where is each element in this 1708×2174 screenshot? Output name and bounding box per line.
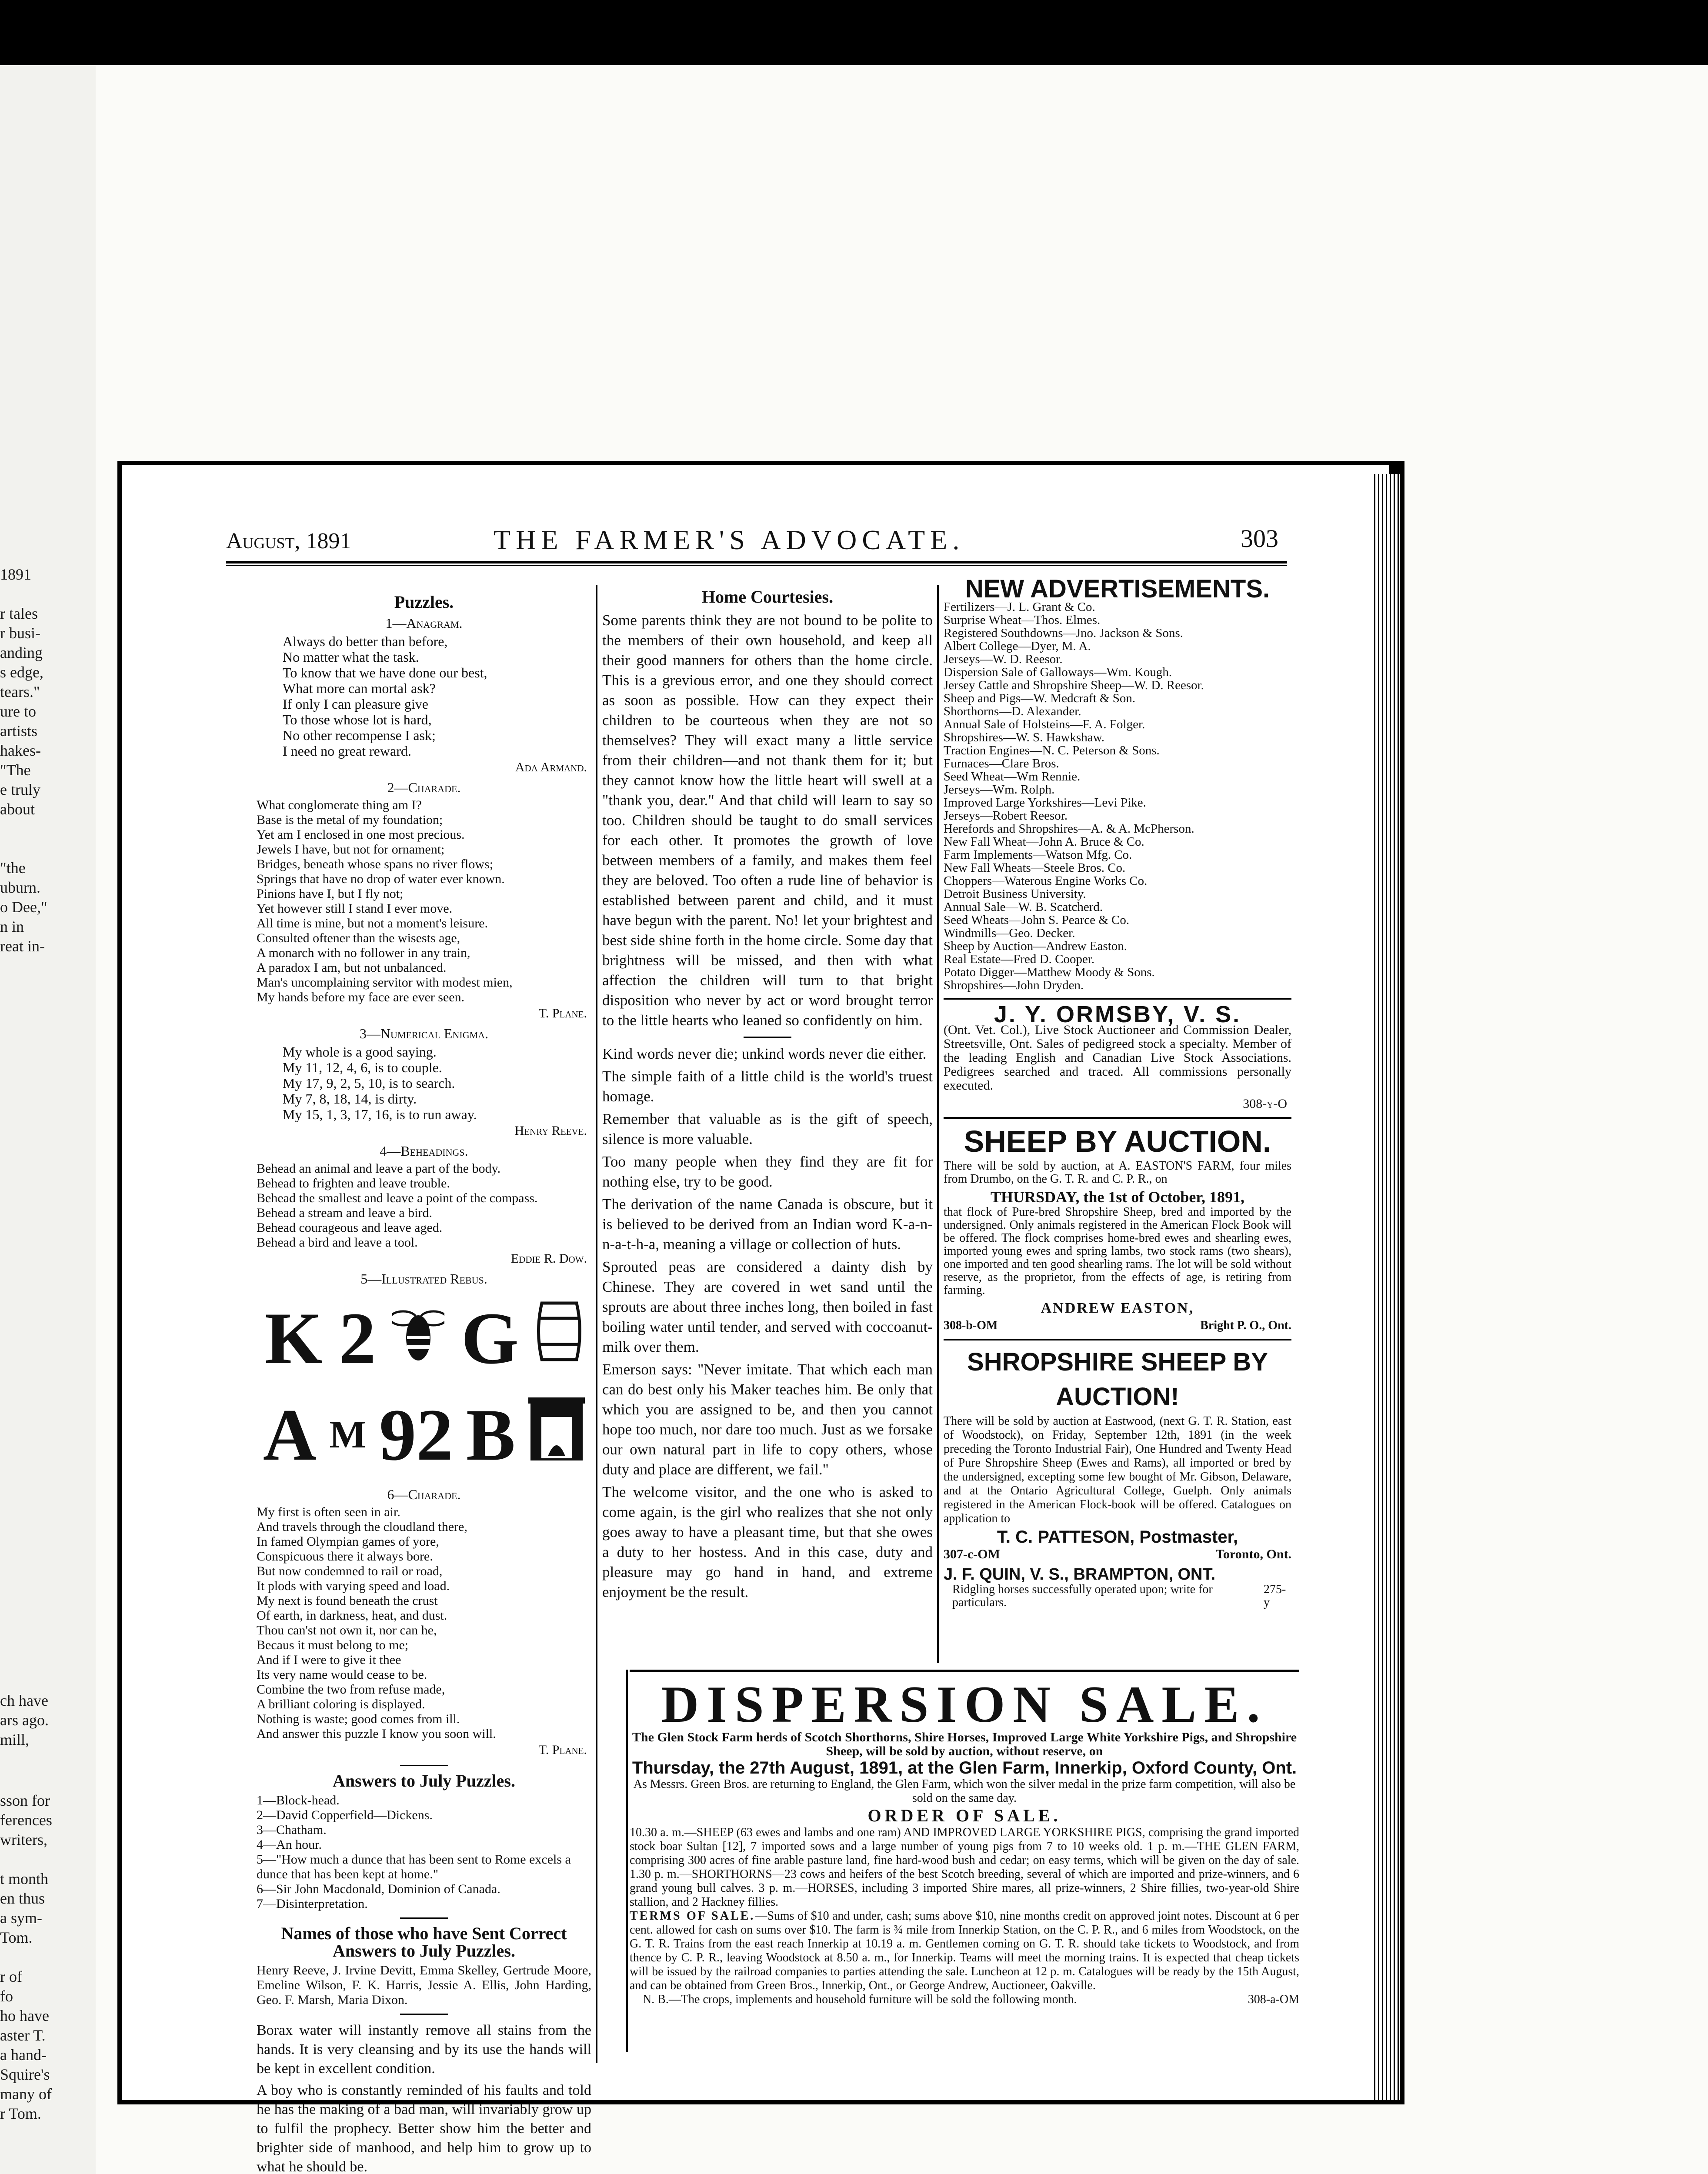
auction-signature: ANDREW EASTON, (1041, 1300, 1194, 1316)
rebus-glyph: A (263, 1394, 317, 1476)
ad-item: Jerseys—W. D. Reesor. (944, 652, 1063, 666)
names-text: Henry Reeve, J. Irvine Devitt, Emma Skelley, Gertrude Moore, Emeline Wilson, F. K. Harris, Jessie A. Ellis, John Harding, Geo. F. Marsh, Maria Dixon. (257, 1963, 591, 2007)
article-paragraph: The derivation of the name Canada is obscure, but it is believed to be derived from an Indian word K-a-n-n-a-t-h-a, meaning a village or collection of huts. (602, 1196, 933, 1253)
dispersion-top-rule (630, 1670, 1299, 1672)
puzzle-6-heading: 6—Charade. (387, 1487, 461, 1502)
puzzle-1-text: Always do better than before, No matter what the task. To know that we have done our best, What more can mortal ask? If only I can pleasure give To those whose lot is hard, No other recompense I ask; I need no great reward. (283, 634, 487, 759)
ad-item: Dispersion Sale of Galloways—Wm. Kough. (944, 665, 1172, 679)
column-divider (937, 585, 939, 1663)
dispersion-heading: DISPERSION SALE. (661, 1675, 1268, 1733)
left-page-text-fragment: about (0, 800, 35, 818)
left-page-text-fragment: ferences (0, 1811, 52, 1829)
left-page-text-fragment: e truly (0, 781, 40, 798)
ad-item: Sheep and Pigs—W. Medcraft & Son. (944, 691, 1136, 705)
puzzle-1-heading: 1—Anagram. (385, 615, 463, 631)
puzzle-3-heading: 3—Numerical Enigma. (359, 1026, 489, 1041)
quin-text: Ridgling horses successfully operated upon; write for particulars. (952, 1583, 1213, 1609)
divider (744, 1037, 791, 1038)
dispersion-note: As Messrs. Green Bros. are returning to England, the Glen Farm, which won the silver medal in the prize farm competition, will also be sold on the same day. (633, 1777, 1296, 1805)
terms-row (630, 1909, 1299, 1993)
ad-item: Seed Wheats—John S. Pearce & Co. (944, 913, 1130, 927)
page-number: 303 (1241, 524, 1278, 553)
quin-code: 275-y (1264, 1583, 1286, 1609)
article-paragraph: Sprouted peas are considered a dainty dish by Chinese. They are covered in wet sand until the sprouts are about three inches long, then boiled in fast boiling water until tender, and served with coccoanut-milk over them. (602, 1258, 933, 1355)
shropshire-footer (944, 1546, 1291, 1563)
divider (400, 2014, 448, 2015)
masthead-title: THE FARMER'S ADVOCATE. (494, 524, 965, 555)
ad-item: New Fall Wheats—Steele Bros. Co. (944, 861, 1126, 875)
divider (400, 1765, 448, 1766)
ad-item: Annual Sale—W. B. Scatcherd. (944, 900, 1103, 914)
borax-paragraph: Borax water will instantly remove all stains from the hands. It is very cleansing and by its use the hands will be kept in excellent condition. (257, 2022, 591, 2077)
puzzles-heading: Puzzles. (394, 592, 454, 612)
terms-heading: TERMS OF SALE. (630, 1909, 755, 1923)
rebus-glyph: M (329, 1413, 367, 1456)
dispersion-date: Thursday, the 27th August, 1891, at the Glen Farm, Innerkip, Oxford County, Ont. (632, 1758, 1297, 1777)
left-page-text-fragment: artists (0, 722, 37, 740)
header-date: August, 1891 (226, 529, 351, 554)
puzzle-4-text: Behead an animal and leave a part of the body. Behead to frighten and leave trouble. Behead the smallest and leave a point of the compass. Behead a stream and leave a bird. Behead courageous and leave aged. Behead a bird and leave a tool. (257, 1161, 538, 1250)
dispersion-intro: The Glen Stock Farm herds of Scotch Shorthorns, Shire Horses, Improved Large White Yorkshire Pigs, and Shropshire Sheep, will be sold by auction, without reserve, on (632, 1730, 1297, 1758)
ad-item: Sheep by Auction—Andrew Easton. (944, 939, 1128, 953)
left-page-text-fragment: t month (0, 1870, 49, 1887)
puzzle-3-author: Henry Reeve. (514, 1124, 587, 1138)
article-paragraph: Kind words never die; unkind words never die either. (602, 1045, 927, 1062)
puzzle-3-text: My whole is a good saying. My 11, 12, 4, 6, is to couple. My 17, 9, 2, 5, 10, is to search. My 7, 8, 18, 14, is dirty. My 15, 1, 3, 17, 16, is to run away. (283, 1044, 477, 1122)
quin-row (944, 1583, 1291, 1609)
shropshire-auction-heading: SHROPSHIRE SHEEP BY AUCTION! (967, 1348, 1268, 1411)
rebus-glyph: G (461, 1297, 519, 1379)
ad-item: Albert College—Dyer, M. A. (944, 639, 1091, 653)
rebus-glyph: B (466, 1394, 516, 1476)
ad-item: Improved Large Yorkshires—Levi Pike. (944, 796, 1146, 810)
ad-item: Jerseys—Robert Reesor. (944, 809, 1068, 823)
left-page-text-fragment: uburn. (0, 879, 40, 896)
new-ads-list (944, 600, 1291, 992)
left-page-text-fragment: n in (0, 918, 24, 935)
left-page-text-fragment: r Tom. (0, 2105, 41, 2122)
home-courtesies-heading: Home Courtesies. (701, 587, 834, 607)
left-page-text-fragment: ars ago. (0, 1711, 49, 1729)
left-page-text-fragment: tears." (0, 683, 40, 700)
rebus-glyph: 92 (379, 1394, 454, 1476)
dispersion-footer (630, 1993, 1299, 2007)
left-page-text-fragment: a sym- (0, 1909, 42, 1927)
shropshire-place: Toronto, Ont. (1215, 1547, 1291, 1561)
home-courtesies-column (602, 587, 933, 1605)
puzzle-2-text: What conglomerate thing am I? Base is the metal of my foundation; Yet am I enclosed in one most precious. Jewels I have, but not for ornament; Bridges, beneath whose spans no river flows; Springs that have no drop of water ever known. Pinions have I, but I fly not; Yet however still I stand I ever move. All time is mine, but not a moment's leisure. Consulted oftener than the wisests age, A monarch with no follower in any train, A paradox I am, but not unbalanced. Man's uncomplaining servitor with modest mien, My hands before my face are ever seen. (257, 798, 513, 1004)
ad-item: Registered Southdowns—Jno. Jackson & Sons. (944, 626, 1183, 640)
ad-item: Surprise Wheat—Thos. Elmes. (944, 613, 1101, 627)
left-page-text-fragment: reat in- (0, 937, 45, 955)
puzzle-1-author: Ada Armand. (515, 760, 587, 774)
auction-footer (944, 1317, 1291, 1334)
ad-item: Traction Engines—N. C. Peterson & Sons. (944, 744, 1160, 757)
new-ads-heading: NEW ADVERTISEMENTS. (965, 575, 1270, 603)
ad-item: Detroit Business University. (944, 887, 1086, 901)
left-page-text-fragment: aster T. (0, 2027, 46, 2044)
left-page-text-fragment: "The (0, 761, 31, 779)
ad-item: Shropshires—W. S. Hawkshaw. (944, 730, 1105, 744)
left-page-text-fragment: ho have (0, 2007, 49, 2024)
header-rule-thin (226, 565, 1287, 566)
ad-item: Herefords and Shropshires—A. & A. McPherson. (944, 822, 1194, 836)
auction-details: that flock of Pure-bred Shropshire Sheep, bred and imported by the undersigned. Only animals registered in the American Flock Book will be offered. The flock comprises home-bred ewes and shearling ewes, imported young ewes and spring lambs, two stock rams (two shears), one imported and ten good shearling rams. The lot will be sold without reserve, as the proprietor, from the effects of age, is retiring from farming. (944, 1205, 1291, 1297)
article-paragraph: The simple faith of a little child is the world's truest homage. (602, 1068, 933, 1105)
rebus-row-2 (257, 1389, 591, 1480)
ad-rule (944, 998, 1291, 1000)
ad-item: Jerseys—Wm. Rolph. (944, 783, 1055, 797)
dispersion-sale-ad (630, 1675, 1299, 2007)
sheep-auction-heading: SHEEP BY AUCTION. (964, 1124, 1271, 1158)
bee-icon (392, 1297, 444, 1380)
left-page-text-fragment: fo (0, 1987, 13, 2005)
rebus-glyph: K (265, 1297, 323, 1379)
dispersion-nb: N. B.—The crops, implements and household furniture will be sold the following month. (643, 1993, 1077, 2006)
left-page-text-fragment: ch have (0, 1692, 48, 1709)
ad-item: Fertilizers—J. L. Grant & Co. (944, 600, 1095, 614)
left-page-text-fragment: sson for (0, 1792, 50, 1809)
ad-item: Farm Implements—Watson Mfg. Co. (944, 848, 1132, 862)
ad-item: Annual Sale of Holsteins—F. A. Folger. (944, 717, 1145, 731)
puzzle-6-author: T. Plane. (538, 1743, 587, 1757)
article-paragraph: Too many people when they find they are fit for nothing else, try to be good. (602, 1153, 933, 1190)
ormsby-name: J. Y. ORMSBY, V. S. (994, 1001, 1241, 1027)
puzzle-5-heading: 5—Illustrated Rebus. (360, 1271, 487, 1287)
left-page-text-fragment: many of (0, 2085, 52, 2103)
rebus-glyph: 2 (339, 1297, 376, 1379)
shropshire-text: There will be sold by auction at Eastwood, (next G. T. R. Station, east of Woodstock), on Friday, September 12th, 1891 (in the week preceding the Toronto Industrial Fair), One Hundred and Twenty Head of Pure Shropshire Sheep (Ewes and Rams), all imported or bred by the undersigned, excepting some few bought of Mr. Gibson, Delaware, and at the Ontario Agricultural College, Guelph. Only animals registered in the American Flock-book will be offered. Catalogues on application to (944, 1414, 1291, 1525)
left-page-text-fragment: r busi- (0, 624, 40, 642)
auction-place: Bright P. O., Ont. (1200, 1319, 1291, 1332)
article-paragraph: Some parents think they are not bound to be polite to the members of their own household, and keep all their good manners for others than the home circle. This is a grevious error, and one they should correct as soon as possible. How can they expect their children to be courteous when they are not so themselves? They will exact many a little service from their children—and not thank them for it; but they cannot know how the little heart will swell at a "thank you, dear." And that child will learn to say so too. Children should be taught to do small services for each other. It promotes the growth of love between members of a family, and makes them feel they are beloved. Too often a rude line of behavior is established between parent and child, and it must have begun with the parent. No! let your brightest and best side shine forth in the home circle. Some day that brightness will be missed, and then with what affection the children will turn to that bright disposition who never by act or word brought terror to the little hearts who leaned so confidently on him. (602, 612, 933, 1029)
ad-item: Windmills—Geo. Decker. (944, 926, 1075, 940)
page-edge-stack (1374, 474, 1400, 2100)
shropshire-code: 307-c-OM (944, 1547, 1000, 1561)
left-page-text-fragment: ure to (0, 703, 36, 720)
ad-item: Furnaces—Clare Bros. (944, 757, 1059, 770)
puzzle-2-author: T. Plane. (538, 1006, 587, 1020)
article-paragraph: The welcome visitor, and the one who is asked to come again, is the girl who realizes that she not only goes away to have a pleasant time, but that she owes a duty to her hostess. And in this case, duty and pleasure may go hand in hand, and extreme enjoyment be the result. (602, 1484, 933, 1600)
ad-rule (944, 1339, 1291, 1340)
ad-item: Seed Wheat—Wm Rennie. (944, 770, 1081, 784)
left-page-text-fragment: anding (0, 644, 43, 661)
puzzle-4-heading: 4—Beheadings. (380, 1143, 468, 1159)
dispersion-code: 308-a-OM (1248, 1993, 1299, 2006)
left-page-text-fragment: a hand- (0, 2046, 47, 2064)
puzzle-4-author: Eddie R. Dow. (510, 1251, 587, 1266)
terms-text: —Sums of $10 and under, cash; sums above $10, nine months credit on approved joint notes. Discount at 6 per cent. allowed for cash on sums over $10. The farm is ¾ mile from Innerkip Station, on the C. P. R., and 6 miles from Woodstock, on the G. T. R. Trains from the east reach Innerkip at 10.19 a. m. Gentlemen coming on G. T. R. should take tickets to Woodstock, and from thence by C. P. R., leaving Woodstock at 8.50 a. m., for Innerkip. Teams will meet the morning trains. It is expected that cheap tickets will be issued by the railroad companies to parties attending the sale. Luncheon at 12 p. m. Catalogues will be ready by the 15th August, and can be obtained from Green Bros., Innerkip, Ont., or George Andrew, Auctioneer, Oakville. (630, 1909, 1299, 1992)
answers-heading: Answers to July Puzzles. (333, 1771, 515, 1791)
left-page-text-fragment: Tom. (0, 1929, 33, 1946)
answers-text: 1—Block-head. 2—David Copperfield—Dickens. 3—Chatham. 4—An hour. 5—"How much a dunce that has been sent to Rome excels a dunce that has been kept at home." 6—Sir John Macdonald, Dominion of Canada. 7—Disinterpretation. (257, 1793, 571, 1911)
ad-item: Shropshires—John Dryden. (944, 978, 1084, 992)
puzzles-column (257, 594, 591, 2174)
left-page-text-fragment: 1891 (0, 566, 31, 583)
ormsby-text: (Ont. Vet. Col.), Live Stock Auctioneer and Commission Dealer, Streetsville, Ont. Sales of pedigreed stock a specialty. Member of the leading English and Canadian Live Stock Associations. Pedigrees searched and traced. All commissions personally executed. (944, 1023, 1291, 1093)
left-page-text-fragment: hakes- (0, 742, 41, 759)
left-page-fragment (0, 65, 96, 2174)
left-page-text-fragment: s edge, (0, 664, 43, 681)
divider (400, 1917, 448, 1919)
left-page-text-fragment: writers, (0, 1831, 47, 1848)
ad-item: Jersey Cattle and Shropshire Sheep—W. D. Reesor. (944, 678, 1204, 692)
order-text: 10.30 a. m.—SHEEP (63 ewes and lambs and one ram) AND IMPROVED LARGE YORKSHIRE PIGS, comprising the grand imported stock boar Sultan [12], 7 imported sows and a large number of young pigs from 7 to 10 weeks old. 1 p. m.—THE GLEN FARM, comprising 300 acres of fine arable pasture land, fine hard-wood bush and cedar; on easy terms, which will be given on the day of sale. 1.30 p. m.—SHORTHORNS—23 cows and heifers of the best Scotch breeding, several of which are imported and prize-winners, and 6 grand young bull calves. 3 p. m.—HORSES, including 3 imported Shire mares, all prize-winners, 2 Shire fillies, two-year-old Shire stallion, and 2 Hackney fillies. (630, 1826, 1299, 1909)
column-divider (596, 585, 597, 2063)
auction-text: There will be sold by auction, at A. EASTON'S FARM, four miles from Drumbo, on the G. T. R. and C. P. R., on (944, 1159, 1291, 1186)
ad-rule (944, 1117, 1291, 1119)
left-page-text-fragment: en thus (0, 1890, 45, 1907)
fireplace-icon (528, 1393, 585, 1477)
puzzle-6-text: My first is often seen in air. And travels through the cloudland there, In famed Olympian games of yore, Conspicuous there it always bore. But now condemned to rail or road, It plods with varying speed and load. My next is found beneath the crust Of earth, in darkness, heat, and dust. Thou can'st not own it, nor can he, Becaus it must belong to me; And if I were to give it thee Its very name would cease to be. Combine the two from refuse made, A brilliant coloring is displayed. Nothing is waste; good comes from ill. And answer this puzzle I know you soon will. (257, 1505, 496, 1741)
boy-paragraph: A boy who is constantly reminded of his faults and told he has the making of a bad man, will invariably grow up to fulfil the prophecy. Better show him the better and brighter side of manhood, and help him to grow up to what he should be. (257, 2082, 591, 2174)
advertisements-column (944, 575, 1291, 1609)
ad-item: Shorthorns—D. Alexander. (944, 704, 1081, 718)
auction-date: THURSDAY, the 1st of October, 1891, (990, 1188, 1245, 1206)
barrel-icon (535, 1299, 583, 1378)
article-paragraph: Emerson says: "Never imitate. That which each man can do best only his Maker teaches him. Be only that which you are assigned to be, and then you cannot hope too much, nor dare too much. Just as we forsake our own natural part in life to copy others, whose duty and place are different, we fail." (602, 1361, 933, 1478)
column-divider (626, 1670, 628, 2052)
header-rule (226, 561, 1287, 564)
auction-code: 308-b-OM (944, 1319, 998, 1332)
ad-item: Choppers—Waterous Engine Works Co. (944, 874, 1148, 888)
page-header (226, 524, 1278, 554)
article-paragraph: Remember that valuable as is the gift of speech, silence is more valuable. (602, 1110, 933, 1147)
shropshire-signature: T. C. PATTESON, Postmaster, (997, 1527, 1238, 1547)
order-heading: ORDER OF SALE. (867, 1806, 1061, 1825)
ad-item: Potato Digger—Matthew Moody & Sons. (944, 965, 1155, 979)
names-heading: Names of those who have Sent Correct Answers to July Puzzles. (281, 1924, 567, 1961)
left-page-text-fragment: o Dee," (0, 898, 47, 916)
ad-item: New Fall Wheat—John A. Bruce & Co. (944, 835, 1144, 849)
left-page-text-fragment: r tales (0, 605, 38, 622)
puzzle-2-heading: 2—Charade. (387, 780, 461, 795)
ormsby-code: 308-y-O (1243, 1097, 1287, 1111)
rebus-row-1 (257, 1293, 591, 1384)
quin-name: J. F. QUIN, V. S., BRAMPTON, ONT. (944, 1565, 1215, 1584)
left-page-text-fragment: mill, (0, 1731, 30, 1748)
ad-item: Real Estate—Fred D. Cooper. (944, 952, 1095, 966)
left-page-text-fragment: "the (0, 859, 26, 877)
left-page-text-fragment: Squire's (0, 2066, 50, 2083)
left-page-text-fragment: r of (0, 1968, 22, 1985)
